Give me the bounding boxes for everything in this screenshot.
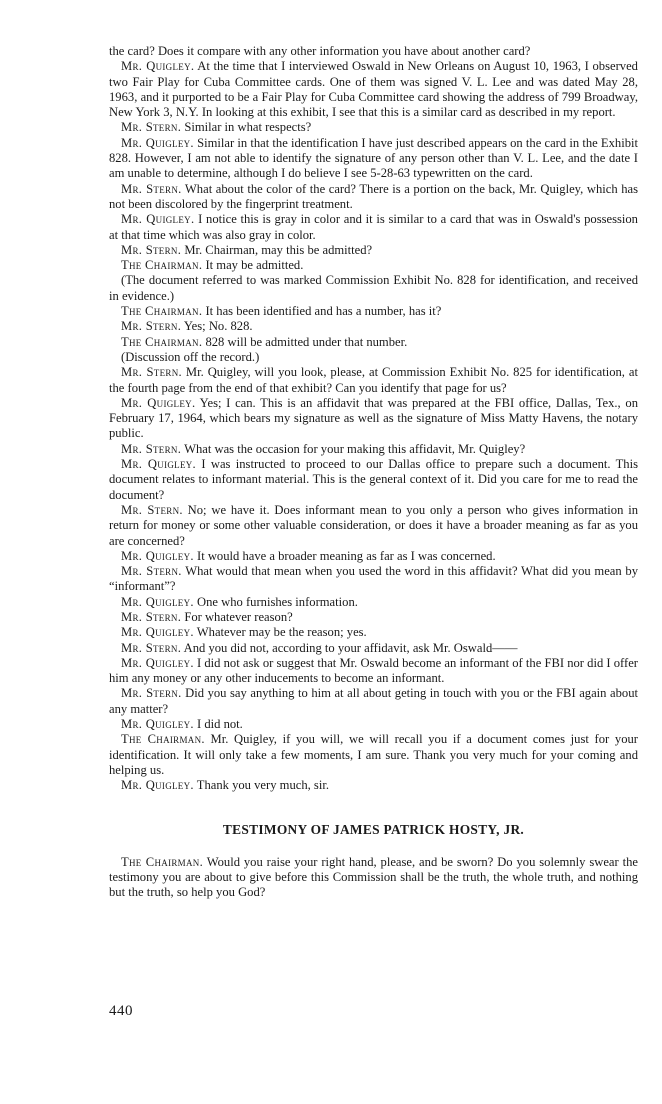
speaker-name: Mr. Stern. (121, 564, 182, 579)
speaker-name: Mr. Quigley. (121, 59, 195, 74)
paragraph-text: It has been identified and has a number, has it? (205, 304, 442, 319)
testimony-paragraph (109, 273, 638, 304)
speaker-name: The Chairman. (121, 258, 203, 273)
paragraph-text: I was instructed to proceed to our Dallas office to prepare such a document. This document relates to informant material. This is the general context of it. Did you care for me to read the document? (109, 457, 638, 502)
page-number: 440 (109, 1003, 133, 1019)
testimony-paragraph (109, 350, 638, 365)
speaker-name: Mr. Quigley. (121, 717, 194, 732)
speaker-name: The Chairman. (121, 732, 205, 747)
page-body (109, 44, 638, 901)
paragraph-text: Yes; No. 828. (183, 319, 253, 334)
testimony-paragraph (109, 319, 638, 334)
paragraph-text: (The document referred to was marked Commission Exhibit No. 828 for identification, and received in evidence.) (109, 273, 638, 303)
paragraph-text: Did you say anything to him at all about geting in touch with you or the FBI again about any matter? (109, 686, 638, 716)
testimony-paragraph (109, 564, 638, 595)
paragraph-text: I did not ask or suggest that Mr. Oswald become an informant of the FBI nor did I offer him any money or any other inducements to become an informant. (109, 655, 638, 686)
testimony-paragraph (109, 610, 638, 625)
testimony-top (109, 44, 638, 794)
speaker-name: The Chairman. (121, 854, 204, 869)
paragraph-text: For whatever reason? (184, 609, 293, 624)
testimony-paragraph (109, 549, 638, 564)
paragraph-text: It would have a broader meaning as far as I was concerned. (197, 548, 496, 563)
paragraph-text: What would that mean when you used the word in this affidavit? What did you mean by “informant”? (109, 564, 639, 594)
testimony-paragraph (109, 855, 638, 901)
paragraph-text: (Discussion off the record.) (121, 349, 260, 364)
paragraph-text: Yes; I can. This is an affidavit that was prepared at the FBI office, Dallas, Tex., on February 17, 1964, which bears my signature as well as the signature of Miss Matty Havens, the notary public. (109, 395, 638, 441)
testimony-paragraph (109, 365, 638, 396)
paragraph-text: What was the occasion for your making this affidavit, Mr. Quigley? (184, 441, 526, 456)
testimony-paragraph (109, 335, 638, 350)
testimony-paragraph (109, 136, 638, 182)
speaker-name: The Chairman. (121, 304, 203, 319)
testimony-paragraph (109, 625, 638, 640)
speaker-name: Mr. Stern. (121, 242, 182, 257)
paragraph-text: I notice this is gray in color and it is similar to a card that was in Oswald's possession at that time which was also gray in color. (109, 212, 638, 242)
testimony-paragraph (109, 442, 638, 457)
paragraph-text: It may be admitted. (205, 258, 304, 273)
speaker-name: Mr. Stern. (121, 441, 182, 456)
paragraph-text: No; we have it. Does informant mean to you only a person who gives information in return for money or some other valuable consideration, or does it have a broader meaning as far as you are concerned? (109, 502, 638, 548)
paragraph-text: Mr. Quigley, will you look, please, at Commission Exhibit No. 825 for identification, at the fourth page from the end of that exhibit? Can you identify that page for us? (109, 365, 638, 395)
testimony-paragraph (109, 503, 638, 549)
testimony-paragraph (109, 396, 638, 442)
testimony-paragraph (109, 59, 638, 120)
speaker-name: Mr. Stern. (121, 319, 182, 334)
paragraph-text: What about the color of the card? There is a portion on the back, Mr. Quigley, which has not been discolored by the fingerprint treatment. (109, 181, 638, 211)
testimony-paragraph (109, 778, 638, 793)
speaker-name: Mr. Stern. (121, 609, 182, 624)
testimony-paragraph (109, 686, 638, 717)
speaker-name: Mr. Quigley. (121, 135, 194, 150)
testimony-paragraph (109, 732, 638, 778)
speaker-name: Mr. Quigley. (121, 594, 194, 609)
speaker-name: Mr. Quigley. (121, 548, 194, 563)
paragraph-text: 828 will be admitted under that number. (205, 334, 408, 349)
paragraph-text: I did not. (197, 717, 243, 732)
speaker-name: Mr. Quigley. (121, 457, 197, 472)
paragraph-text: One who furnishes information. (197, 594, 358, 609)
testimony-paragraph (109, 120, 638, 135)
testimony-paragraph (109, 243, 638, 258)
testimony-paragraph (109, 641, 638, 656)
testimony-paragraph (109, 182, 638, 213)
testimony-paragraph (109, 44, 638, 59)
speaker-name: Mr. Quigley. (121, 395, 196, 410)
paragraph-text: And you did not, according to your affidavit, ask Mr. Oswald—— (183, 640, 518, 655)
testimony-paragraph (109, 656, 638, 687)
paragraph-text: Similar in that the identification I have just described appears on the card in the Exhibit 828. However, I am not able to identify the signature of any person other than V. L. Lee, and the date I am unable to determine, although I do believe I see 5-28-63 typewritten on the card. (109, 135, 638, 181)
speaker-name: Mr. Stern. (121, 365, 182, 380)
paragraph-text: the card? Does it compare with any other information you have about another card? (109, 44, 531, 58)
testimony-paragraph (109, 717, 638, 732)
speaker-name: Mr. Quigley. (121, 212, 195, 227)
speaker-name: Mr. Quigley. (121, 778, 194, 793)
testimony-paragraph (109, 595, 638, 610)
testimony-paragraph (109, 304, 638, 319)
testimony-bottom (109, 855, 638, 901)
speaker-name: Mr. Quigley. (121, 655, 194, 670)
speaker-name: Mr. Stern. (121, 181, 182, 196)
paragraph-text: At the time that I interviewed Oswald in New Orleans on August 10, 1963, I observed two Fair Play for Cuba Committee cards. One of them was signed V. L. Lee and was dated May 28, 1963, and it purported to be a Fair Play for Cuba Committee card showing the address of 799 Broadway, New York 3, N.Y. In looking at this exhibit, I see that this is a similar card as described in my report. (109, 59, 638, 120)
paragraph-text: Thank you very much, sir. (196, 778, 329, 793)
paragraph-text: Mr. Chairman, may this be admitted? (184, 242, 373, 257)
testimony-paragraph (109, 258, 638, 273)
speaker-name: Mr. Stern. (121, 502, 183, 517)
speaker-name: Mr. Quigley. (121, 625, 194, 640)
speaker-name: Mr. Stern. (121, 120, 182, 135)
speaker-name: The Chairman. (121, 334, 203, 349)
paragraph-text: Would you raise your right hand, please, and be sworn? Do you solemnly swear the testimony you are about to give before this Commission shall be the truth, the whole truth, and nothing but the truth, so help you God? (109, 854, 638, 900)
speaker-name: Mr. Stern. (121, 686, 182, 701)
speaker-name: Mr. Stern. (121, 640, 182, 655)
paragraph-text: Whatever may be the reason; yes. (196, 625, 367, 640)
section-heading: TESTIMONY OF JAMES PATRICK HOSTY, JR. (222, 821, 525, 837)
testimony-paragraph (109, 457, 638, 503)
testimony-paragraph (109, 212, 638, 243)
paragraph-text: Similar in what respects? (184, 120, 312, 135)
paragraph-text: Mr. Quigley, if you will, we will recall you if a document comes just for your identification. It will only take a few moments, I am sure. Thank you very much for your coming and helping us. (109, 732, 638, 777)
